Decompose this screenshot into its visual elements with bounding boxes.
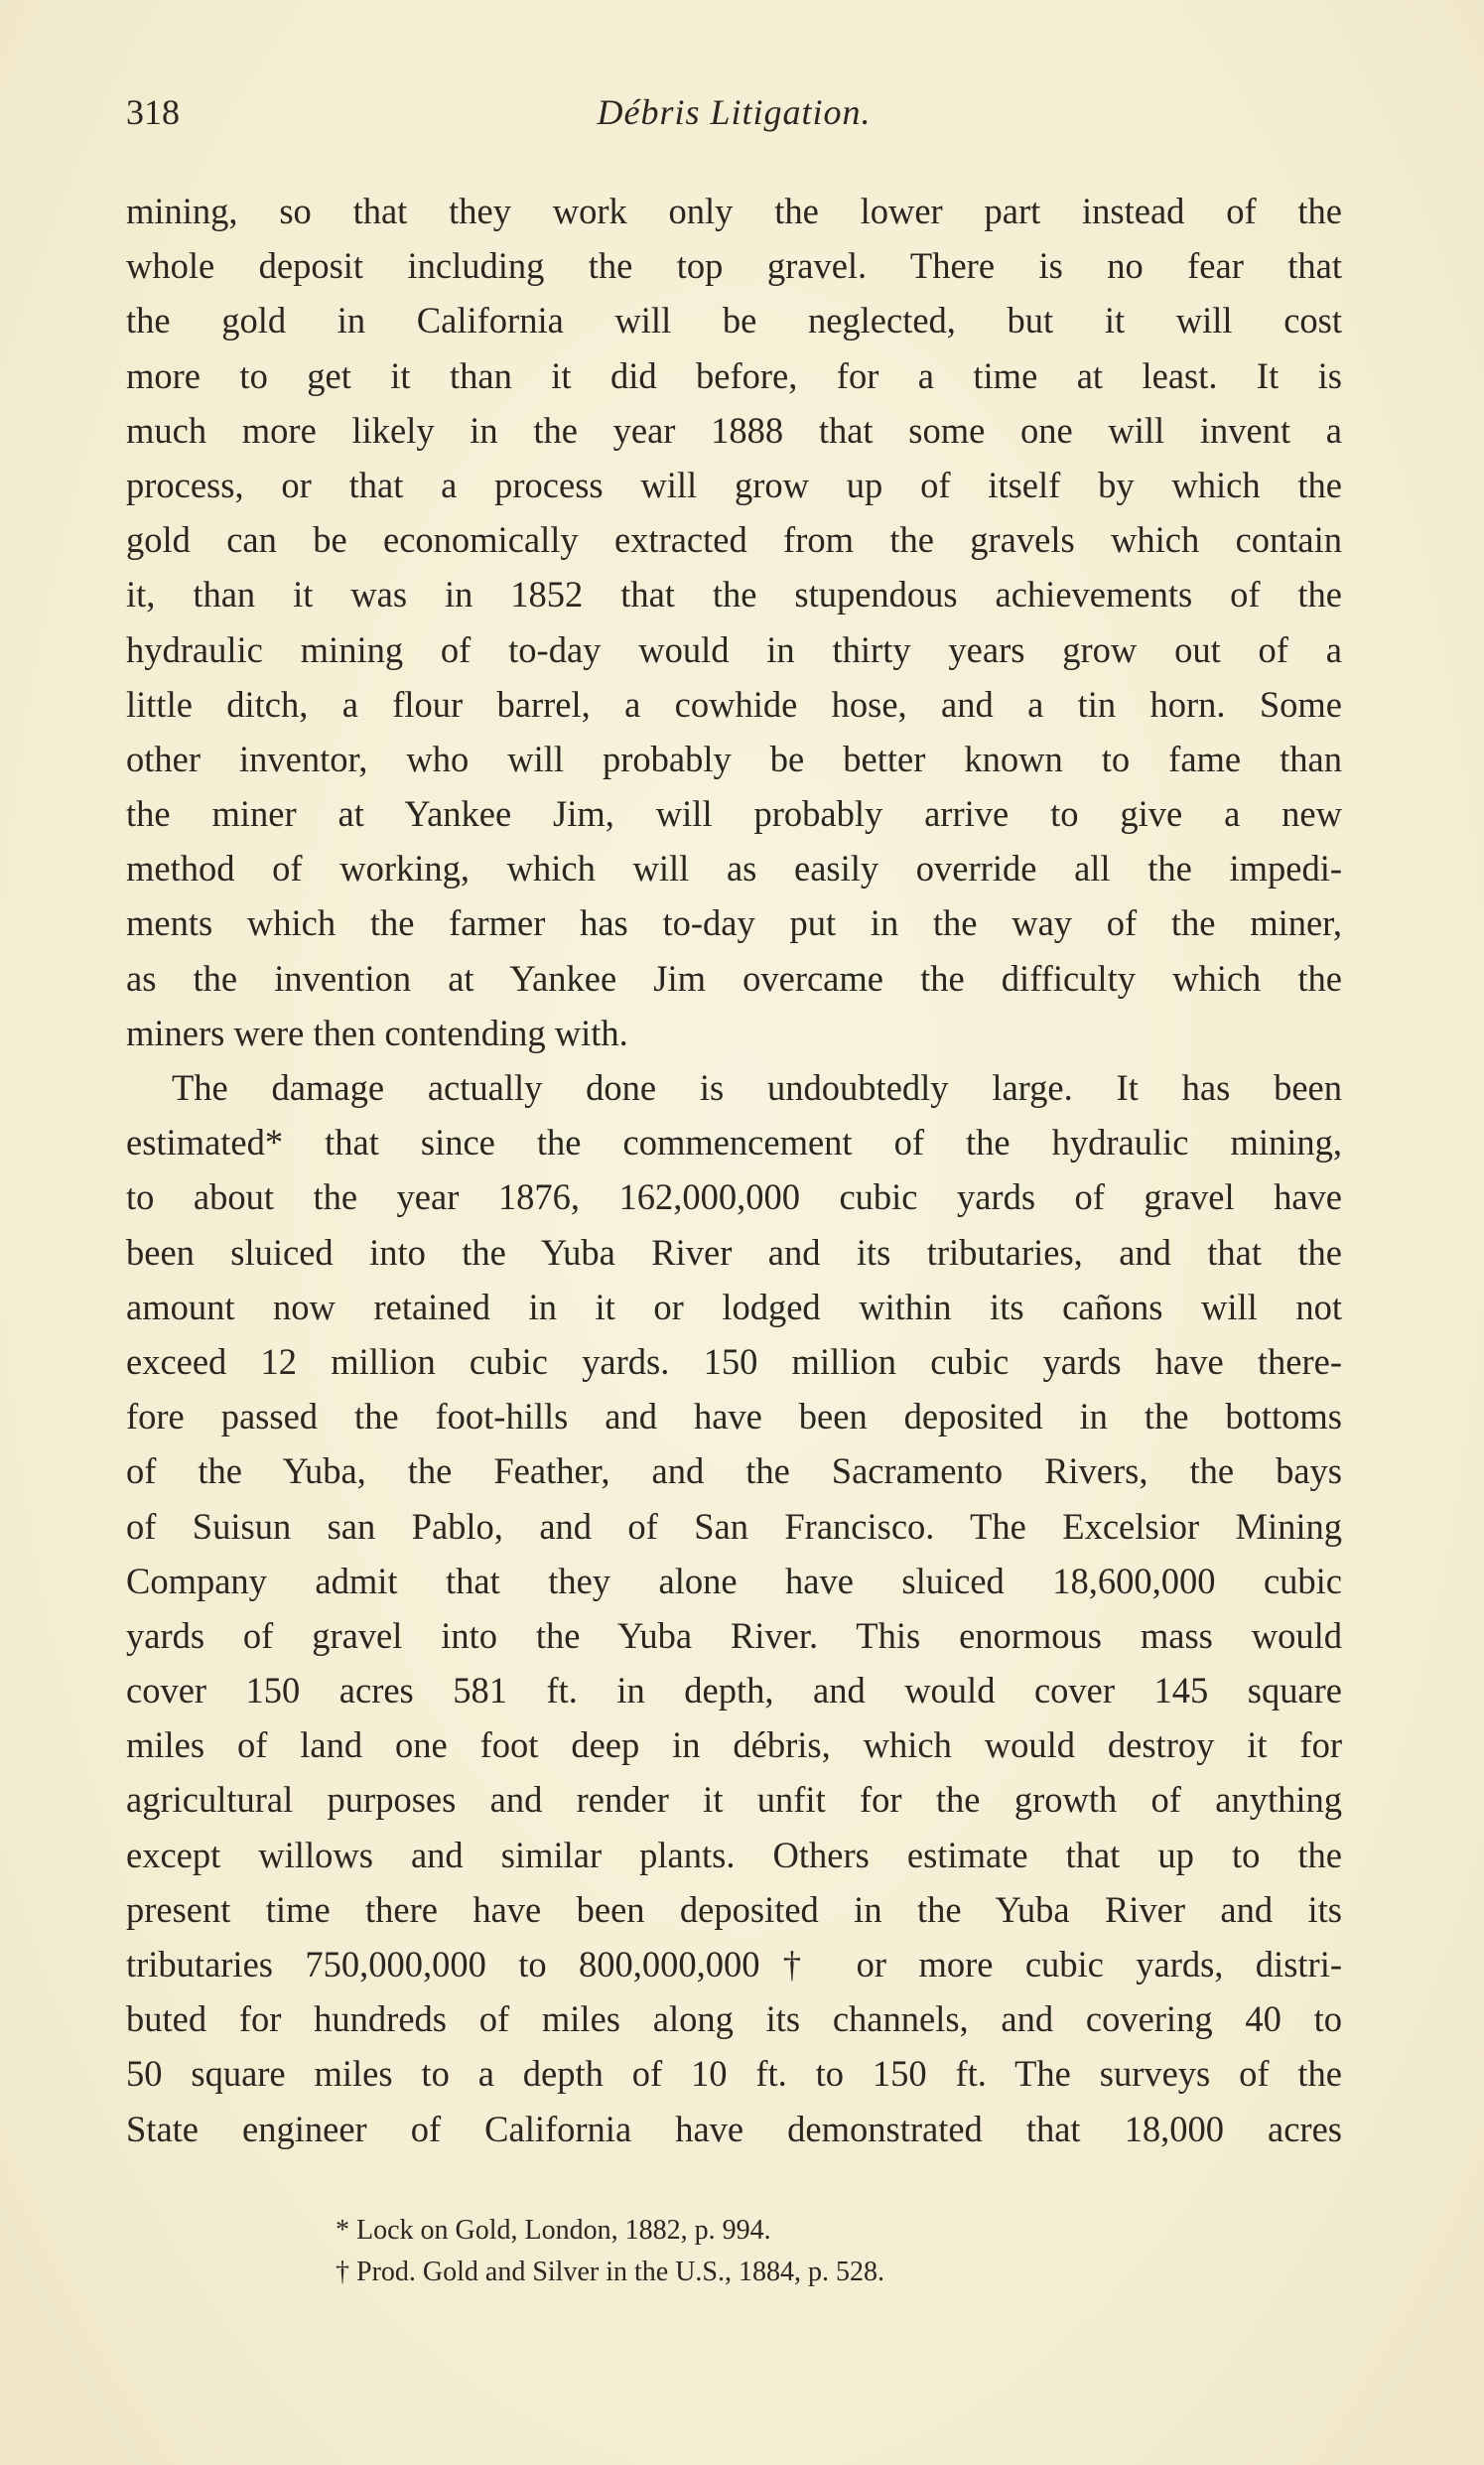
text-line: miners were then contending with. — [126, 1012, 628, 1053]
page-number: 318 — [126, 92, 180, 132]
text-line: other inventor, who will probably be better known to fame than — [126, 738, 1342, 779]
text-line: the gold in California will be neglected, but it will cost — [126, 300, 1342, 342]
text-line: much more likely in the year 1888 that some one will invent a — [126, 409, 1342, 451]
footnote: * Lock on Gold, London, 1882, p. 994. — [336, 2215, 771, 2246]
text-line: yards of gravel into the Yuba River. This enormous mass would — [126, 1614, 1342, 1656]
text-line: of Suisun san Pablo, and of San Francisco. The Excelsior Mining — [126, 1505, 1342, 1547]
text-line: cover 150 acres 581 ft. in depth, and would cover 145 square — [126, 1670, 1342, 1712]
text-line: Company admit that they alone have sluiced 18,600,000 cubic — [126, 1560, 1342, 1601]
text-line: buted for hundreds of miles along its channels, and covering 40 to — [126, 1998, 1342, 2040]
text-line: State engineer of California have demonstrated that 18,000 acres — [126, 2108, 1342, 2149]
text-line: the miner at Yankee Jim, will probably arrive to give a new — [126, 793, 1342, 835]
text-line: present time there have been deposited in the Yuba River and its — [126, 1888, 1342, 1930]
footnotes — [336, 2210, 1229, 2293]
paragraph — [126, 184, 1342, 1060]
text-line: ments which the farmer has to-day put in the way of the miner, — [126, 902, 1342, 944]
text-line: The damage actually done is undoubtedly large. It has been — [172, 1067, 1342, 1108]
text-line: fore passed the foot-hills and have been deposited in the bottoms — [126, 1396, 1342, 1438]
text-line: exceed 12 million cubic yards. 150 million cubic yards have there- — [126, 1340, 1342, 1382]
text-line: been sluiced into the Yuba River and its tributaries, and that the — [126, 1231, 1342, 1273]
paragraph — [126, 1060, 1342, 2156]
text-line: little ditch, a flour barrel, a cowhide hose, and a tin horn. Some — [126, 683, 1342, 725]
text-line: except willows and similar plants. Others estimate that up to the — [126, 1834, 1342, 1875]
text-line: as the invention at Yankee Jim overcame the difficulty which the — [126, 957, 1342, 999]
text-line: process, or that a process will grow up of itself by which the — [126, 464, 1342, 505]
text-line: more to get it than it did before, for a time at least. It is — [126, 354, 1342, 396]
text-line: miles of land one foot deep in débris, which would destroy it for — [126, 1724, 1342, 1766]
text-line: estimated* that since the commencement of the hydraulic mining, — [126, 1122, 1342, 1164]
text-line: hydraulic mining of to-day would in thirty years grow out of a — [126, 628, 1342, 670]
text-line: tributaries 750,000,000 to 800,000,000† or more cubic yards, distri- — [126, 1944, 1342, 1985]
page-header — [126, 91, 1342, 135]
text-line: amount now retained in it or lodged within its cañons will not — [126, 1286, 1342, 1327]
text-line: whole deposit including the top gravel. There is no fear that — [126, 245, 1342, 287]
body-text — [126, 184, 1342, 2156]
text-line: agricultural purposes and render it unfit for the growth of anything — [126, 1779, 1342, 1821]
text-line: it, than it was in 1852 that the stupendous achievements of the — [126, 574, 1342, 616]
text-line: of the Yuba, the Feather, and the Sacramento Rivers, the bays — [126, 1450, 1342, 1492]
text-line: to about the year 1876, 162,000,000 cubic yards of gravel have — [126, 1176, 1342, 1218]
text-line: 50 square miles to a depth of 10 ft. to 150 ft. The surveys of the — [126, 2053, 1342, 2095]
running-title: Débris Litigation. — [597, 92, 872, 132]
text-line: gold can be economically extracted from the gravels which contain — [126, 519, 1342, 561]
footnote: † Prod. Gold and Silver in the U.S., 1884, p. 528. — [336, 2257, 884, 2287]
text-line: mining, so that they work only the lower part instead of the — [126, 191, 1342, 231]
text-line: method of working, which will as easily override all the impedi- — [126, 848, 1342, 890]
